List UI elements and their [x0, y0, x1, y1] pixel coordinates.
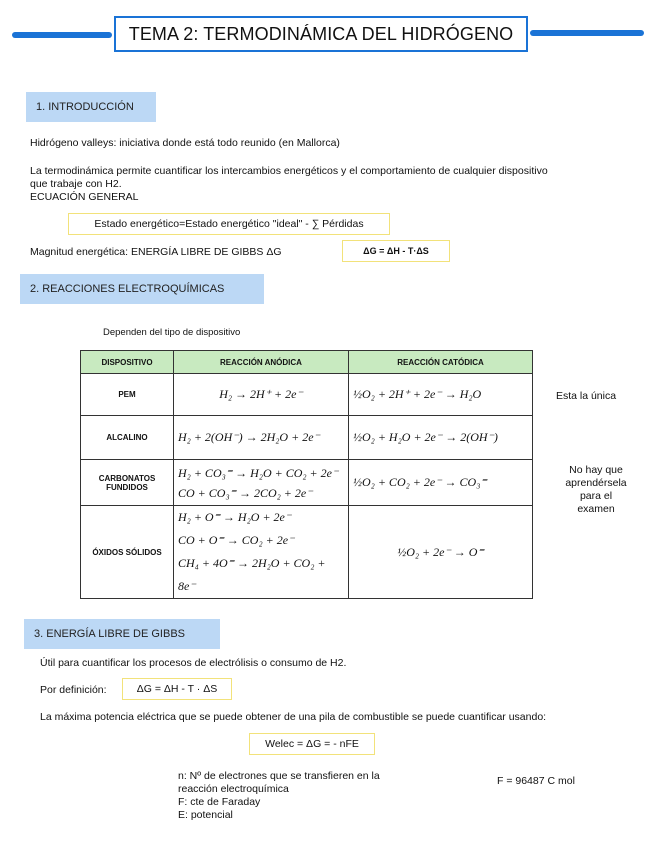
anode-equation: H₂ + CO₃⁼ → H₂O + CO₂ + 2e⁻ [178, 465, 339, 480]
table-row [81, 416, 533, 460]
device-cell: PEM [81, 374, 174, 416]
faraday-constant: F = 96487 C mol [497, 775, 575, 787]
note-line: No hay que [569, 464, 623, 476]
legend-line: n: Nº de electrones que se transfieren en la [178, 770, 380, 782]
device-cell: ALCALINO [81, 416, 174, 460]
intro-line-1: Hidrógeno valleys: iniciativa donde está todo reunido (en Mallorca) [30, 137, 340, 149]
anode-cell [174, 506, 349, 599]
cathode-cell: ½O₂ + CO₂ + 2e⁻ → CO₃⁼ [349, 460, 533, 506]
definition-label: Por definición: [40, 684, 107, 696]
cathode-cell: ½O₂ + 2H⁺ + 2e⁻ → H₂O [349, 374, 533, 416]
general-equation-box: Estado energético=Estado energético "ideal" - ∑ Pérdidas [68, 213, 390, 235]
anode-equation: CO + CO₃⁼ → 2CO₂ + 2e⁻ [178, 485, 313, 500]
anode-equation: H₂ + O⁼ → H₂O + 2e⁻ [178, 510, 292, 524]
anode-cell: H₂ → 2H⁺ + 2e⁻ [174, 374, 349, 416]
cathode-cell: ½O₂ + H₂O + 2e⁻ → 2(OH⁻) [349, 416, 533, 460]
welec-box: Welec = ΔG = - nFE [249, 733, 375, 755]
table-header-row [81, 351, 533, 374]
header-reaccion-catodica: REACCIÓN CATÓDICA [349, 351, 533, 374]
cathode-cell: ½O₂ + 2e⁻ → O⁼ [349, 506, 533, 599]
header-reaccion-anodica: REACCIÓN ANÓDICA [174, 351, 349, 374]
gibbs-line-1: Útil para cuantificar los procesos de electrólisis o consumo de H2. [40, 657, 347, 669]
title-bar-left [12, 32, 112, 38]
table-row [81, 460, 533, 506]
table-row [81, 374, 533, 416]
gibbs-line-2: La máxima potencia eléctrica que se puede obtener de una pila de combustible se puede cuantificar usando: [40, 711, 547, 723]
reactions-table [80, 350, 533, 599]
table-row [81, 506, 533, 599]
intro-line-3: que trabaje con H2. [30, 178, 122, 190]
device-cell: ÓXIDOS SÓLIDOS [81, 506, 174, 599]
note-line: aprendérsela [565, 477, 627, 489]
section-gibbs: 3. ENERGÍA LIBRE DE GIBBS [24, 619, 220, 649]
legend-line: F: cte de Faraday [178, 796, 261, 808]
legend-line: E: potencial [178, 809, 233, 821]
note-not-required [556, 464, 636, 516]
legend [178, 770, 380, 822]
section-reacciones: 2. REACCIONES ELECTROQUÍMICAS [20, 274, 264, 304]
note-line: para el [579, 490, 613, 502]
legend-line: reacción electroquímica [178, 783, 289, 795]
intro-line-2: La termodinámica permite cuantificar los intercambios energéticos y el comportamiento de cualquier dispositivo [30, 165, 548, 177]
gibbs-formula-box: ΔG = ΔH - T·ΔS [342, 240, 450, 262]
anode-cell [174, 460, 349, 506]
anode-equation: CO + O⁼ → CO₂ + 2e⁻ [178, 533, 295, 547]
note-line: examen [577, 503, 615, 515]
title-bar-right [530, 30, 644, 36]
reactions-caption: Dependen del tipo de dispositivo [103, 327, 241, 338]
anode-cell: H₂ + 2(OH⁻) → 2H₂O + 2e⁻ [174, 416, 349, 460]
page-title: TEMA 2: TERMODINÁMICA DEL HIDRÓGENO [114, 16, 528, 52]
device-cell: CARBONATOS FUNDIDOS [81, 460, 174, 506]
definition-box: ΔG = ΔH - T · ΔS [122, 678, 232, 700]
note-unique: Esta la única [555, 390, 617, 402]
header-dispositivo: DISPOSITIVO [81, 351, 174, 374]
section-introduccion: 1. INTRODUCCIÓN [26, 92, 156, 122]
intro-line-4: ECUACIÓN GENERAL [30, 191, 139, 203]
anode-equation: CH₄ + 4O⁼ → 2H₂O + CO₂ + 8e⁻ [178, 556, 326, 593]
gibbs-magnitude: Magnitud energética: ENERGÍA LIBRE DE GIBBS ΔG [30, 246, 282, 258]
